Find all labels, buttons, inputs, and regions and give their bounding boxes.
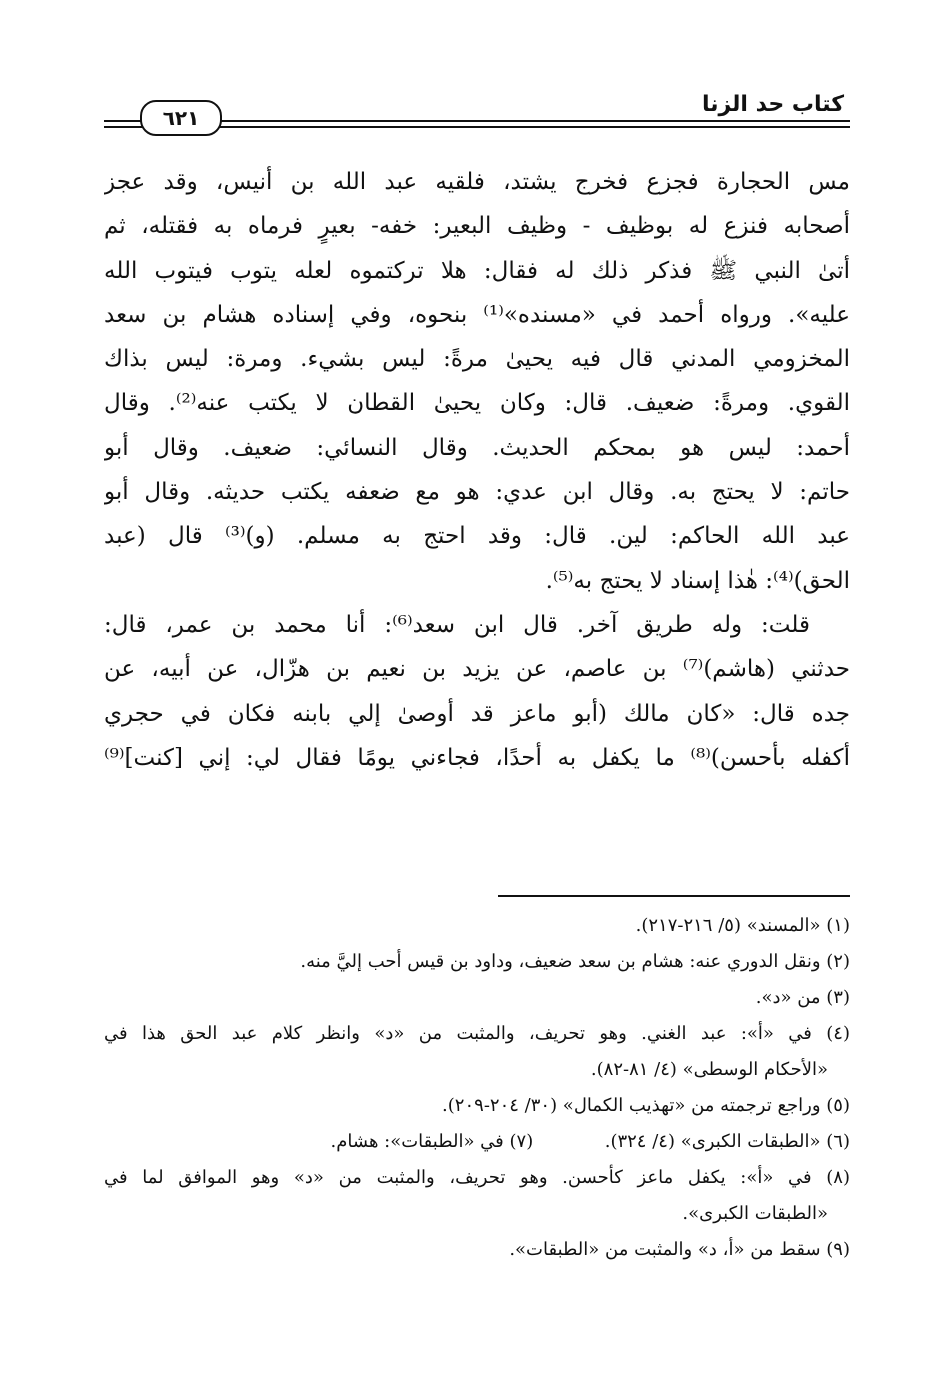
footnote-separator (498, 895, 850, 897)
text-line: أصحابه فنزع له بوظيف - وظيف البعير: خفه- بعيرٍ فرماه به فقتله، ثم (104, 213, 850, 240)
footnote: (٧) في «الطبقات»: هشام. (330, 1131, 534, 1152)
page-header (104, 92, 850, 142)
text-line: أتىٰ النبي ﷺ فذكر ذلك له فقال: هلا تركتموه لعله يتوب فيتوب الله (104, 257, 850, 284)
footnote-line: (٨) في «أ»: يكفل ماعز كأحسن. وهو تحريف، والمثبت من «د» وهو الموافق لما في (104, 1167, 850, 1188)
text-line: جده قال: «كان مالك (أبو ماعز قد أوصىٰ إلي بابنه فكان في حجري (104, 700, 850, 727)
text-line: الحق)⁽⁴⁾: هٰذا إسناد لا يحتج به⁽⁵⁾. (545, 567, 850, 594)
footnote: (٦) «الطبقات الكبرى» (٤/ ٣٢٤). (604, 1131, 850, 1152)
text-line: عبد الله الحاكم: لين. قال: وقد احتج به مسلم. (و)⁽³⁾ قال (عبد (104, 523, 850, 550)
text-line: القوي. ومرةً: ضعيف. قال: وكان يحيىٰ القطان لا يكتب عنه⁽²⁾. وقال (104, 390, 850, 417)
text-line: أحمد: ليس هو بمحكم الحديث. وقال النسائي: ضعيف. وقال أبو (104, 434, 850, 461)
text-line: مس الحجارة فجزع فخرج يشتد، فلقيه عبد الله بن أنيس، وقد عجز (104, 169, 850, 195)
footnote: (٩) سقط من «أ، د» والمثبت من «الطبقات». (509, 1239, 850, 1260)
page-number: ٦٢١ (140, 100, 222, 136)
text-line: حدثني (هاشم)⁽⁷⁾ بن عاصم، عن يزيد بن نعيم بن هزّال، عن أبيه، عن (104, 656, 850, 683)
footnote: (١) «المسند» (٥/ ٢١٦-٢١٧). (635, 915, 850, 936)
text-line: عليه». ورواه أحمد في «مسنده»⁽¹⁾ بنحوه، وفي إسناده هشام بن سعد (104, 301, 850, 328)
text-line: أكفله بأحسن)⁽⁸⁾ ما يكفل به أحدًا، فجاءني يومًا فقال لي: إني [كنت]⁽⁹⁾ (104, 744, 850, 771)
footnotes (104, 908, 850, 1268)
footnote-pair (104, 1124, 850, 1160)
footnote-line: (٤) في «أ»: عبد الغني. وهو تحريف، والمثبت من «د» وانظر كلام عبد الحق هذا في (104, 1023, 850, 1044)
footnote: (٢) ونقل الدوري عنه: هشام بن سعد ضعيف، وداود بن قيس أحب إليَّ منه. (300, 951, 850, 972)
footnote (104, 1160, 850, 1232)
text-line: قلت: وله طريق آخر. قال ابن سعد⁽⁶⁾: أنا محمد بن عمر، قال: (104, 611, 811, 638)
main-text (104, 160, 850, 780)
footnote: (٥) وراجع ترجمته من «تهذيب الكمال» (٣٠/ ٢٠٤-٢٠٩). (442, 1095, 850, 1116)
footnote (104, 1016, 850, 1088)
footnote-line: «الأحكام الوسطى» (٤/ ٨١-٨٢). (590, 1059, 828, 1080)
text-line: المخزومي المدني قال فيه يحيىٰ مرةً: ليس بشيء. ومرة: ليس بذاك (104, 346, 850, 373)
text-line: حاتم: لا يحتج به. وقال ابن عدي: هو مع ضعفه يكتب حديثه. وقال أبو (104, 479, 850, 506)
footnote-line: «الطبقات الكبرى». (682, 1203, 828, 1224)
running-title: كتاب حد الزنا (701, 92, 844, 117)
footnote: (٣) من «د». (755, 987, 850, 1008)
